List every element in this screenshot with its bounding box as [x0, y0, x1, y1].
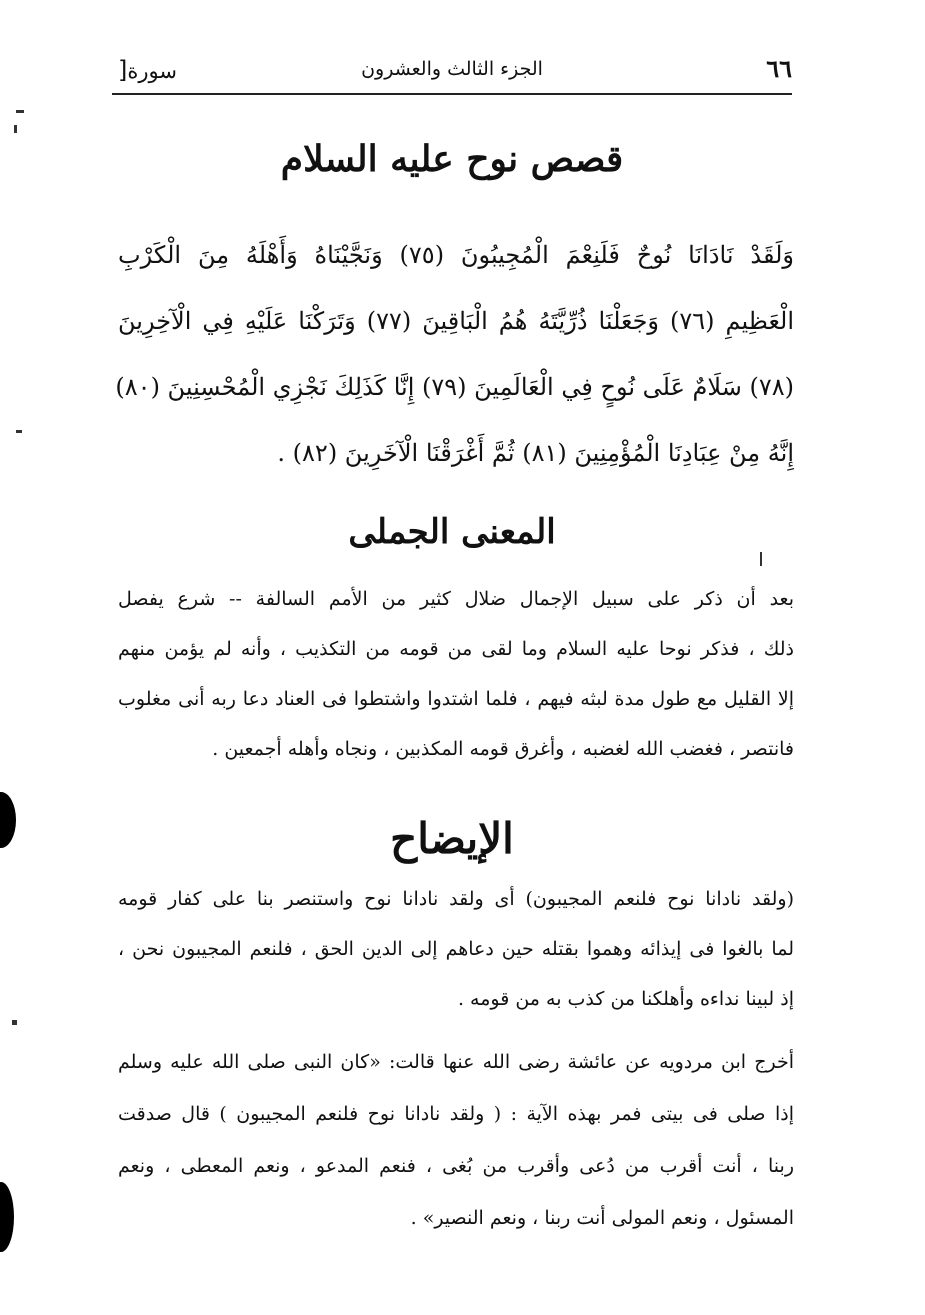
surah-label: [112, 56, 177, 84]
text-line: فانتصر ، فغضب الله لغضبه ، وأغرق قومه المكذبين ، ونجاه وأهله أجمعين .: [212, 738, 794, 760]
scan-speck: [16, 430, 22, 433]
text-line: بعد أن ذكر على سبيل الإجمال ضلال كثير من الأمم السالفة -- شرع يفصل: [118, 588, 794, 610]
surah-label-text: سورة: [127, 59, 177, 83]
verse-line: الْعَظِيمِ (٧٦) وَجَعَلْنَا ذُرِّيَّتَهُ هُمُ الْبَاقِينَ (٧٧) وَتَرَكْنَا عَلَيْهِ فِي الْآخِرِينَ: [118, 307, 795, 335]
surah-bracket: [: [118, 56, 128, 84]
text-line: لما بالغوا فى إيذائه وهموا بقتله حين دعاهم إلى الدين الحق ، فلنعم المجيبون نحن ،: [118, 938, 794, 960]
running-header: [112, 48, 792, 92]
text-line: (ولقد نادانا نوح فلنعم المجيبون) أى ولقد نادانا نوح واستنصر بنا على كفار قومه: [118, 888, 794, 910]
page-number: ٦٦: [766, 54, 792, 83]
text-line: إذ لبينا نداءه وأهلكنا من كذب به من قومه .: [457, 988, 794, 1010]
explanation-paragraph-2: [118, 1036, 794, 1244]
scan-speck: [14, 125, 17, 133]
text-line: إلا القليل مع طول مدة لبثه فيهم ، فلما اشتدوا واشتطوا فى العناد دعا ربه أنى مغلوب: [118, 688, 794, 710]
text-line: ربنا ، أنت أقرب من دُعى وأقرب من بُغى ، فنعم المدعو ، ونعم المعطى ، ونعم: [118, 1155, 794, 1177]
header-rule: [112, 93, 792, 95]
explanation-paragraph-1: [118, 874, 794, 1024]
explanation-heading: الإيضاح: [390, 814, 514, 863]
text-line: ذلك ، فذكر نوحا عليه السلام وما لقى من قومه من التكذيب ، وأنه لم يؤمن منهم: [118, 638, 794, 660]
running-title: الجزء الثالث والعشرون: [361, 58, 543, 80]
text-line: أخرج ابن مردويه عن عائشة رضى الله عنها قالت: «كان النبى صلى الله عليه وسلم: [118, 1051, 794, 1073]
binding-hole-mark: [0, 792, 16, 848]
text-line: إذا صلى فى بيتى فمر بهذه الآية : ( ولقد نادانا نوح فلنعم المجيبون ) قال صدقت: [118, 1103, 794, 1125]
scan-speck: [12, 1020, 17, 1025]
quran-verses: [115, 222, 795, 486]
general-meaning-paragraph: [118, 574, 794, 774]
general-meaning-heading: المعنى الجملى: [348, 512, 556, 552]
verse-line: وَلَقَدْ نَادَانَا نُوحٌ فَلَنِعْمَ الْمُجِيبُونَ (٧٥) وَنَجَّيْنَاهُ وَأَهْلَهُ مِنَ الْكَرْبِ: [118, 241, 795, 269]
verse-line: (٧٨) سَلَامٌ عَلَى نُوحٍ فِي الْعَالَمِينَ (٧٩) إِنَّا كَذَلِكَ نَجْزِي الْمُحْسِنِينَ (٨٠): [115, 373, 794, 401]
section-title: قصص نوح عليه السلام: [280, 138, 624, 180]
verse-line: إِنَّهُ مِنْ عِبَادِنَا الْمُؤْمِنِينَ (٨١) ثُمَّ أَغْرَقْنَا الْآخَرِينَ (٨٢) .: [277, 439, 794, 467]
scan-speck: [760, 552, 762, 566]
text-line: المسئول ، ونعم المولى أنت ربنا ، ونعم النصير» .: [410, 1207, 794, 1229]
scan-speck: [16, 110, 24, 113]
binding-hole-mark: [0, 1182, 14, 1252]
